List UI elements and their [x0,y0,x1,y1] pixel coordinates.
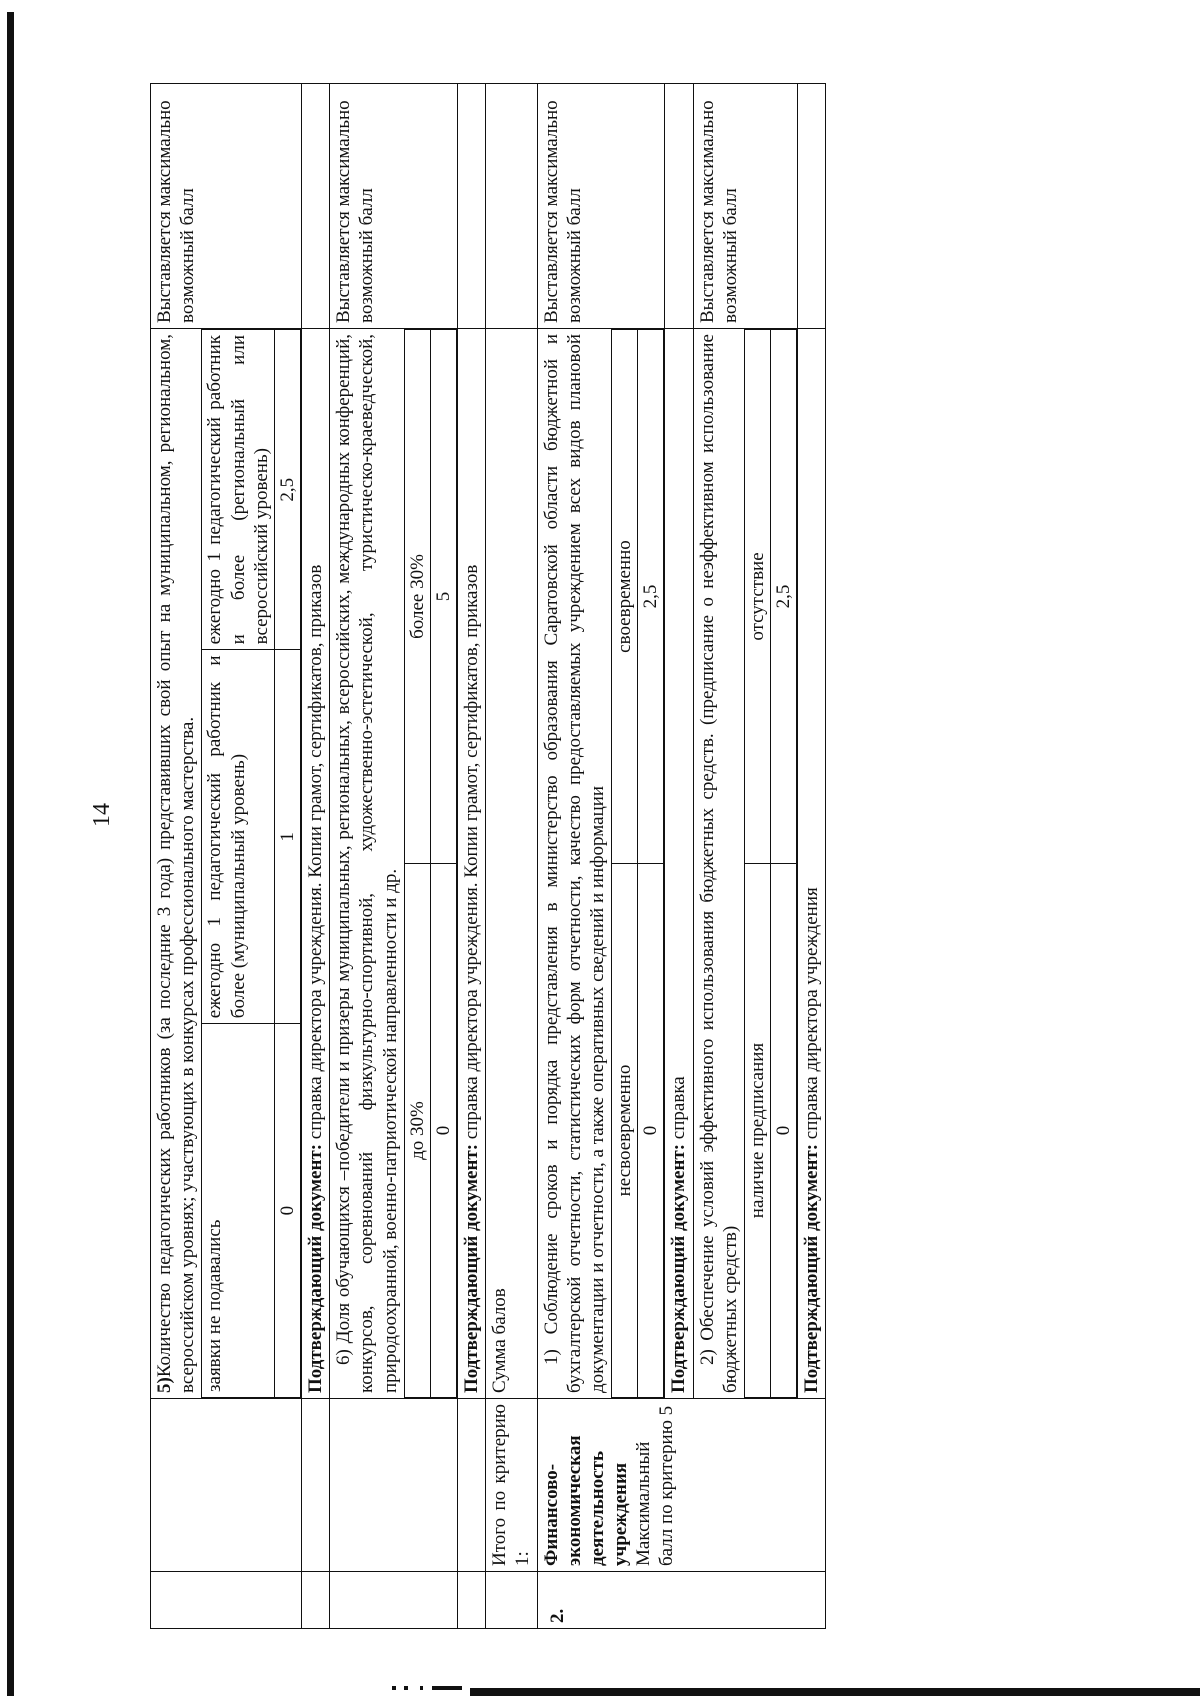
criterion-2-item-1-document: Подтверждающий документ: справка [665,329,693,1399]
criterion-2-item-2-scale [744,329,797,1398]
criterion-2-number: 2. [537,1572,826,1629]
row-item-6-doc [458,84,486,1629]
item-5-option-0: заявки не подавались [202,1024,275,1398]
cell-indicator [693,329,798,1399]
criterion-2-item-2-note: Выставляется максимально возможный балл [693,84,798,329]
criteria-table [150,83,826,1629]
item-5-note: Выставляется максимально возможный балл [151,84,302,329]
cell-criterion [330,1399,458,1572]
item-6-option-1: более 30% [404,330,430,864]
criterion-2-item-1-note: Выставляется максимально возможный балл [537,84,665,329]
item-5-score-0: 0 [274,1024,300,1398]
criterion-2-item-1-score-1: 2,5 [638,330,664,864]
row-criterion-2-item-1 [537,84,665,1629]
cell-number [330,1572,458,1629]
row-criterion-2-item-1-doc [665,84,693,1629]
criterion-2-item-1-option-1: своевременно [612,330,638,864]
cell-indicator [151,329,302,1399]
cell-indicator [330,329,458,1399]
cell-note [486,84,537,329]
item-6-title: 6) Доля обучающихся –победители и призеры муниципальных, региональных, всероссийских, международных конференций, конкурсов, соревнований физкультурно-спортивной, художественно-эстетической, туристическо-краеведческой, природоохранной, военно-патриотической направленности и др. [333,334,401,1393]
item-5-option-1: ежегодно 1 педагогический работник и более (муниципальный уровень) [202,650,275,1024]
item-5-scale [201,329,301,1398]
item-5-option-2: ежегодно 1 педагогический работник и более (региональный или всероссийский уровень) [202,330,275,650]
criterion-2-item-2-document: Подтверждающий документ: справка директора учреждения [798,329,826,1399]
cell-number [458,1572,486,1629]
criterion-2-item-2-title: 2) Обеспечение условий эффективного использования бюджетных средств. (предписание о неэффективном использование бюджетных средств) [696,334,741,1393]
cell-note [798,84,826,329]
criterion-2-item-2-score-1: 2,5 [771,330,797,864]
cell-indicator [537,329,665,1399]
total-label: Итого по критерию 1: [486,1399,537,1572]
cell-note [458,84,486,329]
cell-number [151,1572,302,1629]
criterion-2-item-1-title: 1) Соблюдение сроков и порядка представления в министерство образования Саратовской области бюджетной и бухгалтерской отчетности, статистических форм отчетности, качество предоставляемых учреждением всех видов плановой документации и отчетности, а также оперативных сведений и информации [540,334,608,1393]
cell-note [665,84,693,329]
criterion-2-item-2-option-0: наличие предписания [744,864,770,1398]
rotated-sheet [150,84,1160,1629]
row-item-5-doc [302,84,330,1629]
cell-criterion [151,1399,302,1572]
cell-number [302,1572,330,1629]
item-6-document: Подтверждающий документ: справка директора учреждения. Копии грамот, сертификатов, приказов [458,329,486,1399]
cell-criterion [302,1399,330,1572]
item-6-scale [404,329,457,1398]
cell-number [486,1572,537,1629]
criterion-2-item-1-scale [611,329,664,1398]
item-5-title: 5)Количество педагогических работников (за последние 3 года) представивших свой опыт на муниципальном, региональном, всероссийском уровнях; участвующих в конкурсах профессионального мастерства. [154,334,199,1393]
scan-mark [404,1686,408,1690]
criterion-2-item-2-option-1: отсутствие [744,330,770,864]
cell-criterion [458,1399,486,1572]
cell-note [302,84,330,329]
row-total [486,84,537,1629]
criterion-2-item-2-score-0: 0 [771,864,797,1398]
row-criterion-2-item-2 [693,84,798,1629]
scan-edge-bottom [470,1688,1200,1696]
scan-edge-left [7,12,14,1696]
row-criterion-2-item-2-doc [798,84,826,1629]
scan-mark [420,1686,423,1690]
criterion-2-name: Финансово-экономическая деятельность учреждения Максимальный балл по критерию 5 [537,1399,826,1572]
item-6-option-0: до 30% [404,864,430,1398]
scan-mark [392,1686,396,1690]
item-5-score-2: 2,5 [274,330,300,650]
page-number: 14 [89,803,115,827]
item-6-score-1: 5 [430,330,456,864]
scan-mark [432,1686,462,1690]
item-5-score-1: 1 [274,650,300,1024]
total-text: Сумма балов [486,329,537,1399]
criterion-2-item-1-score-0: 0 [638,864,664,1398]
item-5-document: Подтверждающий документ: справка директора учреждения. Копии грамот, сертификатов, приказов [302,329,330,1399]
item-6-note: Выставляется максимально возможный балл [330,84,458,329]
item-6-score-0: 0 [430,864,456,1398]
row-item-5 [151,84,302,1629]
criterion-2-item-1-option-0: несвоевременно [612,864,638,1398]
row-item-6 [330,84,458,1629]
